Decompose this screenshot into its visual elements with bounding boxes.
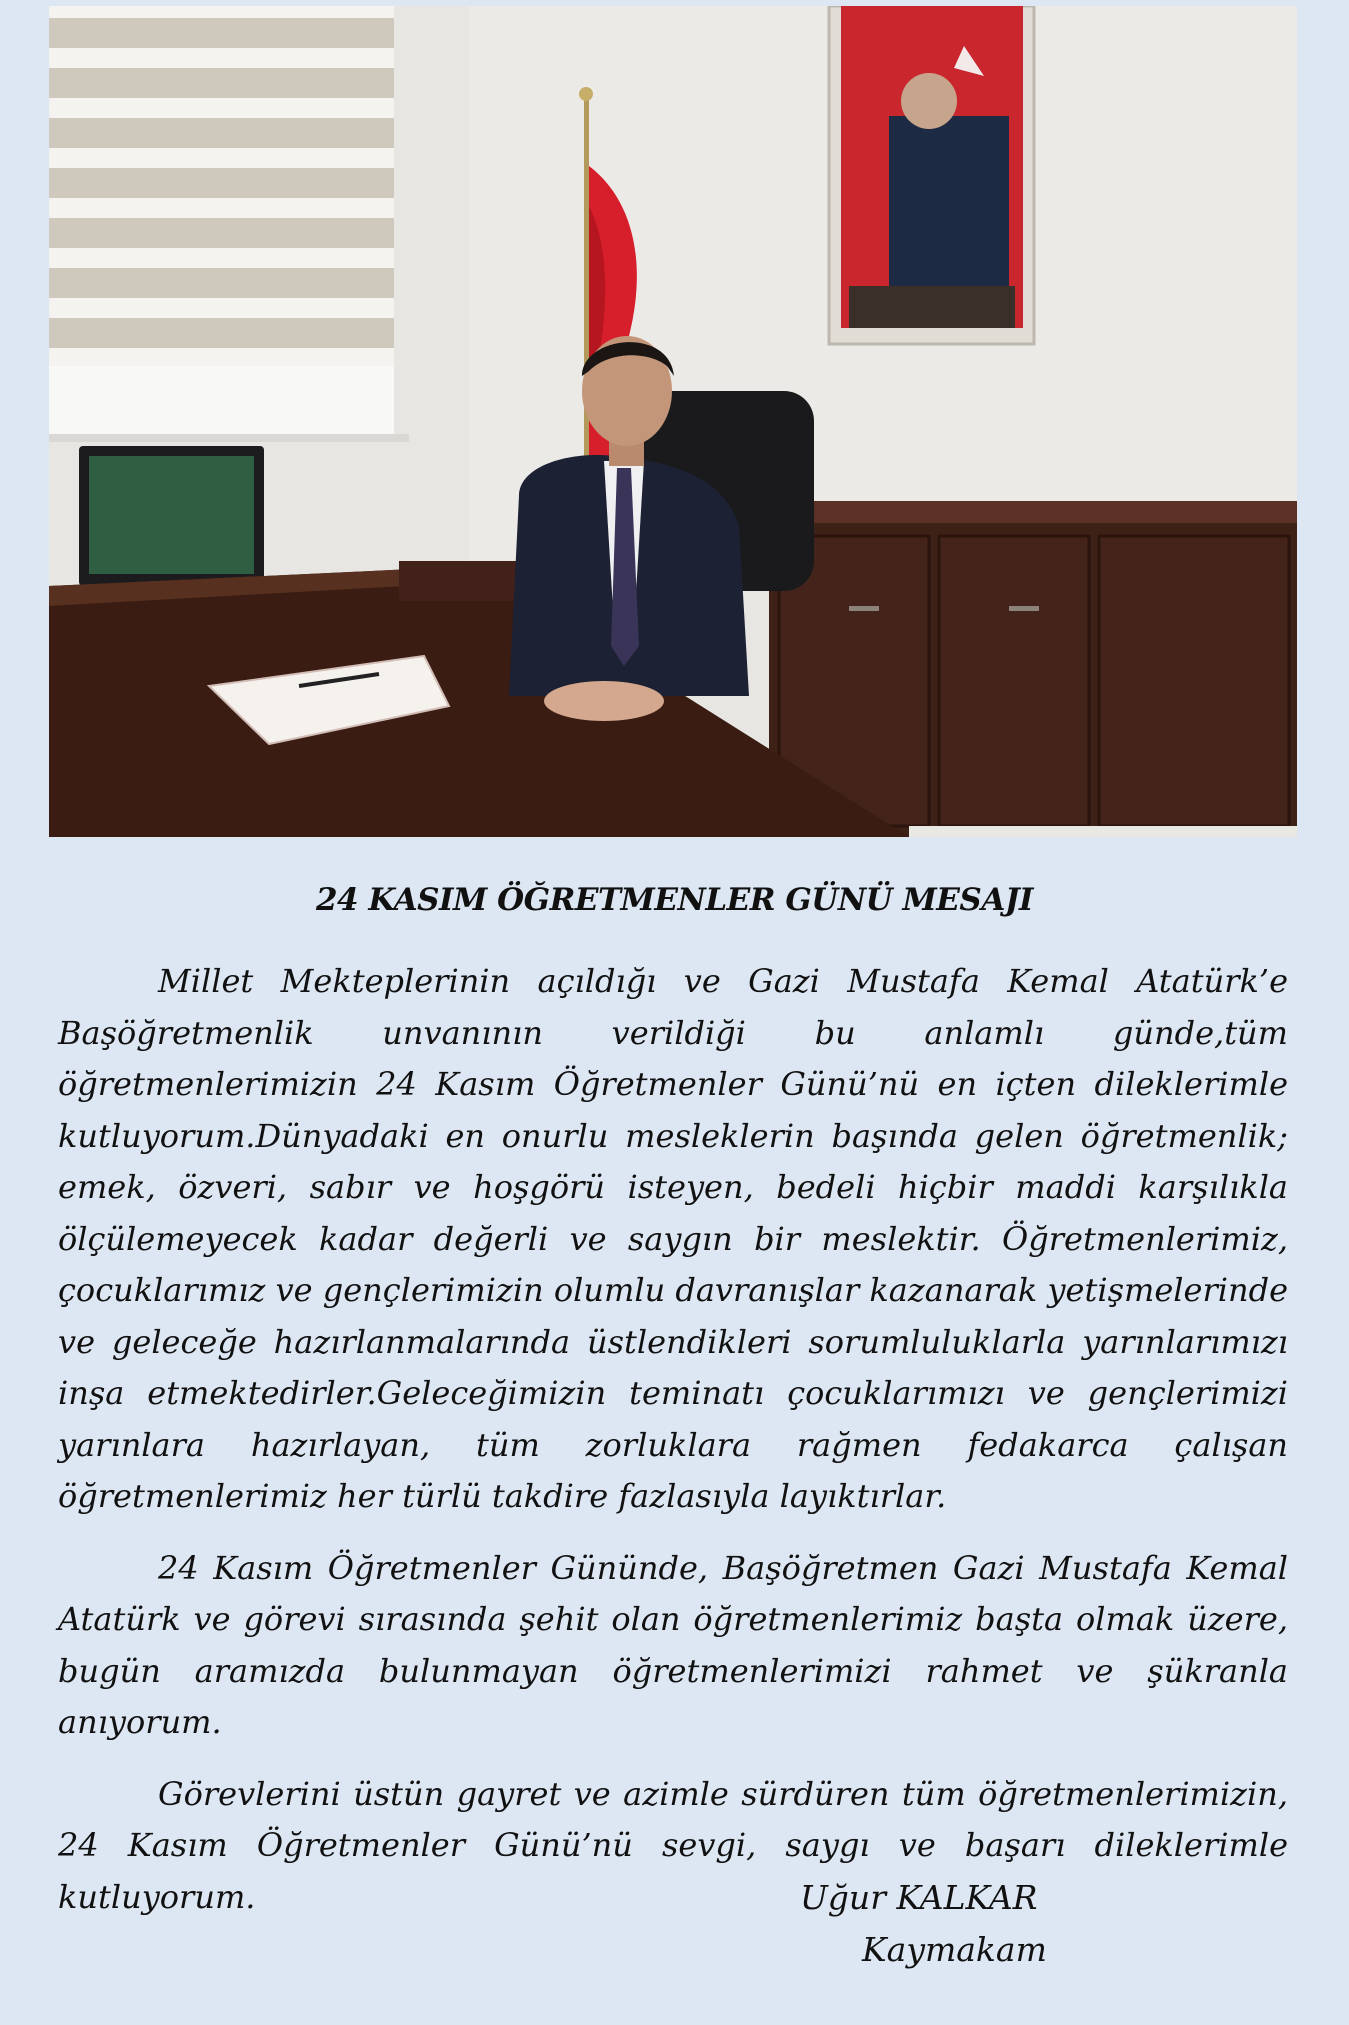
paragraph: 24 Kasım Öğretmenler Gününde, Başöğretmen Gazi Mustafa Kemal Atatürk ve görevi sırasında şehit olan öğretmenlerimiz başta olmak üzere, bugün aramızda bulunmayan öğretmenlerimizi rahmet ve şükranla anıyorum. [58, 1548, 1288, 1741]
sideboard-cabinet [769, 501, 1297, 837]
letter-body [58, 956, 1288, 1943]
signature-name: Uğur KALKAR [800, 1878, 1038, 1917]
framed-portrait [829, 6, 1034, 344]
window-blinds [49, 6, 409, 442]
page-title: 24 KASIM ÖĞRETMENLER GÜNÜ MESAJI [315, 882, 1034, 918]
signature-role: Kaymakam [862, 1930, 1047, 1969]
paragraph: Görevlerini üstün gayret ve azimle sürdüren tüm öğretmenlerimizin, 24 Kasım Öğretmenler Günü’nü sevgi, saygı ve başarı dileklerimle kutluyorum. [58, 1774, 1288, 1916]
paragraph: Millet Mekteplerinin açıldığı ve Gazi Mustafa Kemal Atatürk’e Başöğretmenlik unvanının verildiği bu anlamlı günde,tüm öğretmenlerimizin 24 Kasım Öğretmenler Günü’nü en içten dileklerimle kutluyorum.Dünyadaki en onurlu mesleklerin başında gelen öğretmenlik; emek, özveri, sabır ve hoşgörü isteyen, bedeli hiçbir maddi karşılıkla ölçülemeyecek kadar değerli ve saygın bir meslektir. Öğretmenlerimiz, çocuklarımız ve gençlerimizin olumlu davranışlar kazanarak yetişmelerinde ve geleceğe hazırlanmalarında üstlendikleri sorumluluklarla yarınlarımızı inşa etmektedirler.Geleceğimizin teminatı çocuklarımızı ve gençlerimizi yarınlara hazırlayan, tüm zorluklara rağmen fedakarca çalışan öğretmenlerimiz her türlü takdire fazlasıyla layıktırlar. [58, 962, 1288, 1515]
signature-block [800, 1872, 1100, 1976]
office-portrait-photo [49, 6, 1297, 837]
